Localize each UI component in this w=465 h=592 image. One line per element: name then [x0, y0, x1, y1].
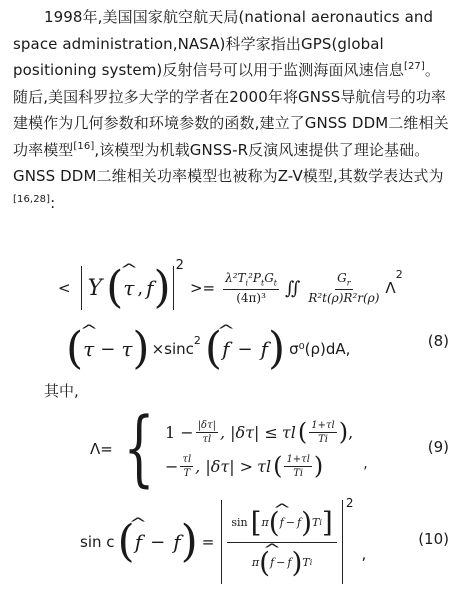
eq8-tau-hat: ^ τ	[123, 276, 134, 300]
eq9-c1-end: ,	[348, 422, 354, 442]
eq10-eq: =	[201, 533, 215, 551]
eq9-c1-frac: $\frac{|\delta\tau|}{\tau l}$	[197, 419, 216, 445]
citation-16-28[interactable]: [16,28]	[13, 193, 51, 205]
body-paragraph	[13, 4, 453, 216]
eq8-l2-paren2-close: )	[267, 323, 286, 374]
eq8-l2-f-hat: ^ f	[222, 337, 229, 361]
eq8-coef-den: (4π)³	[236, 290, 266, 305]
eq9-case-1: 1 − $\frac{|\delta\tau|}{\tau l}$ , |δτ| ≤ τl ( $\frac{1+\tau l}{Ti}$ ) ,	[165, 418, 354, 446]
eq9-brace: {	[123, 401, 155, 496]
eq10-exp: 2	[345, 496, 354, 510]
eq10-number: (10)	[418, 530, 449, 548]
citation-27[interactable]: [27]	[403, 61, 425, 72]
paragraph-colon: :	[50, 193, 56, 212]
eq8-f: f	[146, 276, 154, 300]
eq8-l2-paren-open: (	[66, 323, 84, 374]
eq8-times-sinc: ×sinc	[151, 340, 194, 358]
eq8-l2-minus: −	[100, 338, 116, 360]
eq10-frac	[227, 506, 337, 579]
eq9-c1-frac2: $\frac{1+\tau l}{Ti}$	[311, 419, 335, 445]
eq9-c1-a: 1 −	[165, 422, 194, 442]
eq10-f-hat: ^ f	[135, 530, 142, 554]
eq8-lt: <	[58, 279, 71, 297]
eq8-coef-frac	[223, 271, 279, 304]
eq9-c2-frac: $\frac{\tau l}{T}$	[182, 453, 192, 479]
eq8-l2-f: f	[260, 337, 268, 361]
eq8-Y: Y	[87, 275, 103, 301]
eq8-l2-paren-close: )	[132, 323, 150, 374]
eq10-f: f	[173, 530, 181, 554]
eq9-c2-c: τl	[257, 456, 272, 476]
eq10-den: π ( ^ f − f ) T i	[248, 543, 316, 579]
eq9-c1-b: , |δτ| ≤	[219, 422, 278, 442]
eq8-l2-minus-f: −	[237, 338, 253, 360]
paragraph-text-1: 1998年,美国国家航空航天局(national aeronautics and space administration,NASA)科学家指出GPS(global positioning system)反射信号可以用于监测海面风速信息	[13, 8, 434, 79]
eq9-cases	[165, 418, 353, 480]
eq10-trail: ,	[361, 545, 367, 563]
where-label: 其中,	[44, 382, 79, 400]
eq8-l2-paren2-open: (	[204, 323, 223, 374]
eq10-num: sin [ π ( ^ f − f ) T i ]	[227, 506, 337, 543]
eq8-exp: 2	[175, 258, 184, 273]
paragraph-text-3: ,该模型为机载GNSS-R反演风速提供了理论基础。GNSS DDM二维相关功率模型也被称为Z-V模型,其数学表达式为	[13, 140, 444, 185]
eq8-paren-open: (	[106, 262, 124, 313]
citation-16[interactable]: [16]	[73, 140, 95, 152]
eq8-number: (8)	[427, 332, 449, 350]
eq8-sigma: σ⁰(ρ)dA,	[289, 340, 351, 358]
equation-8	[0, 258, 465, 380]
eq8-coef-num: $\lambda^2T_i^2P_tG_t$	[225, 271, 277, 288]
eq9-c2-frac2: $\frac{1+\tau l}{Ti}$	[286, 453, 310, 479]
eq8-Lambda: Λ	[385, 279, 396, 297]
eq8-paren-close: )	[153, 262, 171, 313]
eq8-l2-tau: τ	[121, 337, 133, 361]
eq8-abs-bar-left	[81, 266, 82, 310]
eq9-c2-a: −	[165, 456, 179, 476]
eq9-c2-b: , |δτ| >	[195, 456, 254, 476]
eq8-comma: ,	[137, 277, 144, 299]
eq8-Lambda-exp: 2	[395, 268, 403, 281]
eq8-sinc-exp: 2	[193, 334, 201, 347]
eq10-abs-right	[342, 500, 343, 584]
eq10-paren-close: )	[180, 516, 198, 567]
eq9-number: (9)	[427, 438, 449, 456]
eq9-case-2: − $\frac{\tau l}{T}$ , |δτ| > τl ( $\frac{1+\tau l}{Ti}$ )	[165, 452, 324, 480]
eq8-l2-tau-hat: ^ τ	[83, 337, 94, 361]
eq10-lhs: sin c	[80, 533, 115, 551]
eq9-c1-c: τl	[281, 422, 296, 442]
equation-9	[0, 401, 465, 496]
paragraph-text-2: 。随后,美国科罗拉多大学的学者在2000年将GNSS导航信号的功率建模作为几何参数和环境参数的函数,建立了GNSS DDM二维相关功率模型	[13, 61, 449, 159]
eq8-gteq: >=	[189, 279, 216, 297]
eq10-minus: −	[150, 531, 166, 553]
eq8-abs-bar-right	[173, 266, 174, 310]
eq8-g-num: $G_r$	[337, 271, 351, 288]
eq8-integral: ∬	[285, 277, 301, 299]
eq9-Lambda-eq: Λ=	[90, 440, 113, 458]
eq10-paren-open: (	[117, 516, 135, 567]
eq8-g-frac	[306, 271, 381, 304]
eq10-abs-left	[221, 500, 222, 584]
eq8-g-den: R²t(ρ)R²r(ρ)	[308, 290, 380, 305]
eq9-trail: ,	[363, 456, 368, 472]
equation-10	[0, 496, 465, 590]
